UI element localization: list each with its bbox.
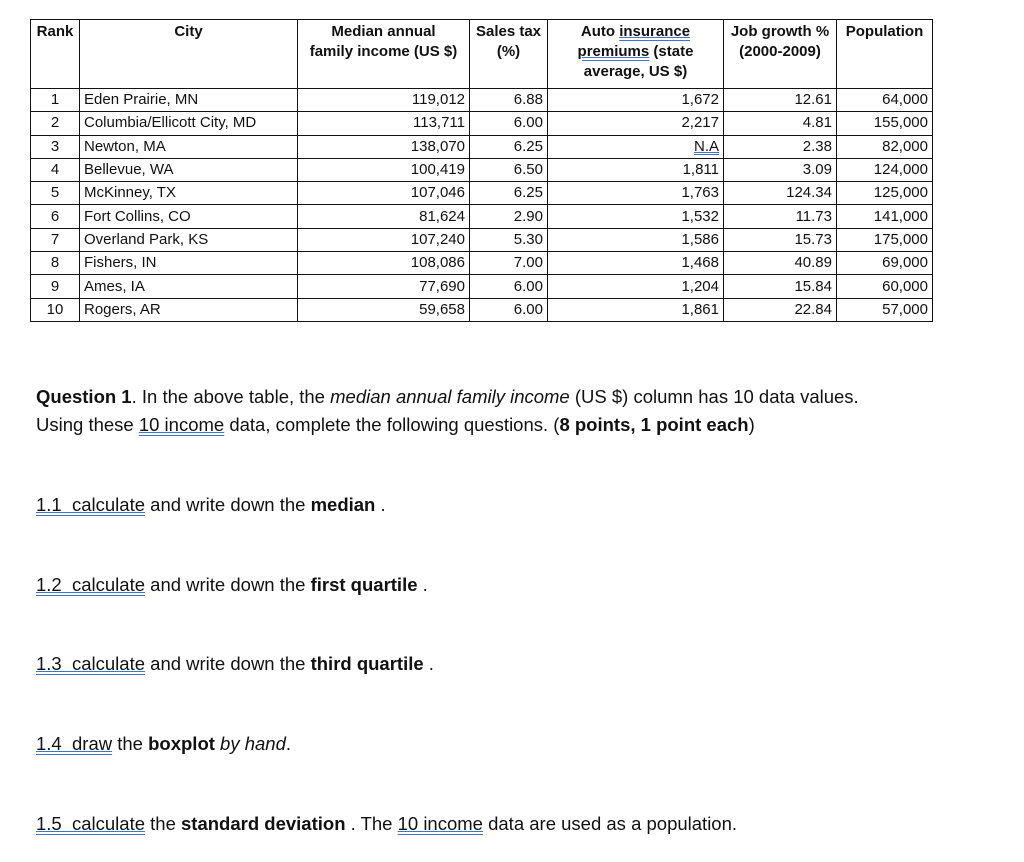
cell-income: 100,419: [298, 158, 470, 181]
cell-income: 138,070: [298, 135, 470, 158]
cell-job-growth: 15.84: [724, 275, 837, 298]
cell-insurance: 1,811: [548, 158, 724, 181]
cell-insurance: 1,204: [548, 275, 724, 298]
item-1-4-keyword: boxplot: [148, 733, 215, 754]
cell-job-growth: 22.84: [724, 298, 837, 321]
cell-city: Bellevue, WA: [80, 158, 298, 181]
cell-insurance: 2,217: [548, 112, 724, 135]
item-1-3: [36, 650, 434, 678]
cell-sales-tax: 6.00: [470, 112, 548, 135]
cell-sales-tax: 6.25: [470, 135, 548, 158]
question-text: (US $) column has 10 data values.: [569, 386, 859, 407]
cell-population: 60,000: [837, 275, 933, 298]
item-text: .: [417, 574, 428, 595]
cell-population: 69,000: [837, 252, 933, 275]
table-row: [31, 89, 933, 112]
city-data-table: [30, 19, 933, 322]
header-insurance-part1: Auto: [580, 23, 620, 40]
question-text: Using these: [36, 414, 139, 435]
item-1-1: [36, 491, 386, 519]
item-text: the: [112, 733, 149, 754]
cell-population: 175,000: [837, 228, 933, 251]
spellcheck-phrase-10-income[interactable]: 10 income: [138, 414, 225, 435]
table-row: [31, 182, 933, 205]
item-text: and write down the: [145, 653, 311, 674]
cell-insurance: [548, 135, 724, 158]
spellcheck-word-insurance[interactable]: insurance: [619, 23, 691, 40]
cell-city: Columbia/Ellicott City, MD: [80, 112, 298, 135]
cell-sales-tax: 6.88: [470, 89, 548, 112]
cell-income: 107,046: [298, 182, 470, 205]
cell-population: 124,000: [837, 158, 933, 181]
cell-sales-tax: 6.00: [470, 275, 548, 298]
item-1-2: [36, 571, 428, 599]
header-income-line1: Median annual: [331, 23, 436, 40]
cell-insurance: 1,672: [548, 89, 724, 112]
cell-city: McKinney, TX: [80, 182, 298, 205]
item-1-5-keyword: standard deviation: [181, 813, 346, 834]
item-text: .: [423, 653, 434, 674]
cell-city: Ames, IA: [80, 275, 298, 298]
item-1-3-verb[interactable]: 1.3 calculate: [36, 653, 146, 674]
cell-population: 82,000: [837, 135, 933, 158]
cell-sales-tax: 2.90: [470, 205, 548, 228]
cell-rank: 10: [31, 298, 80, 321]
cell-rank: 8: [31, 252, 80, 275]
item-1-1-verb[interactable]: 1.1 calculate: [36, 494, 146, 515]
table-row: [31, 275, 933, 298]
cell-sales-tax: 6.00: [470, 298, 548, 321]
cell-rank: 6: [31, 205, 80, 228]
cell-job-growth: 3.09: [724, 158, 837, 181]
header-city: City: [80, 20, 298, 89]
question-text: ): [748, 414, 755, 435]
item-text: the: [145, 813, 182, 834]
cell-population: 155,000: [837, 112, 933, 135]
item-1-1-keyword: median: [310, 494, 376, 515]
question-title: Question 1: [36, 386, 132, 407]
item-text: and write down the: [145, 494, 311, 515]
cell-income: 108,086: [298, 252, 470, 275]
cell-insurance: 1,763: [548, 182, 724, 205]
header-insurance-part2: (state: [649, 43, 694, 60]
question-line-2: [36, 411, 755, 439]
header-sales-tax-line2: (%): [496, 43, 521, 60]
cell-insurance: 1,861: [548, 298, 724, 321]
cell-income: 81,624: [298, 205, 470, 228]
table-row: [31, 205, 933, 228]
header-insurance-part3: average, US $): [583, 63, 688, 80]
spellcheck-word-na[interactable]: N.A: [693, 137, 719, 155]
cell-job-growth: 2.38: [724, 135, 837, 158]
question-points: 8 points, 1 point each: [559, 414, 749, 435]
cell-population: 125,000: [837, 182, 933, 205]
cell-rank: 5: [31, 182, 80, 205]
cell-city: Rogers, AR: [80, 298, 298, 321]
item-1-2-keyword: first quartile: [310, 574, 418, 595]
item-text: data are used as a population.: [482, 813, 738, 834]
header-income-line2: family income (US $): [309, 43, 458, 60]
cell-insurance: 1,586: [548, 228, 724, 251]
header-income: [298, 20, 470, 89]
question-text: . In the above table, the: [131, 386, 331, 407]
cell-job-growth: 40.89: [724, 252, 837, 275]
header-job-growth: [724, 20, 837, 89]
table-row: [31, 158, 933, 181]
cell-rank: 1: [31, 89, 80, 112]
item-1-5-verb[interactable]: 1.5 calculate: [36, 813, 146, 834]
table-row: [31, 298, 933, 321]
cell-insurance: 1,532: [548, 205, 724, 228]
table-row: [31, 228, 933, 251]
cell-city: Overland Park, KS: [80, 228, 298, 251]
cell-job-growth: 4.81: [724, 112, 837, 135]
cell-city: Newton, MA: [80, 135, 298, 158]
cell-job-growth: 12.61: [724, 89, 837, 112]
item-1-2-verb[interactable]: 1.2 calculate: [36, 574, 146, 595]
cell-city: Fort Collins, CO: [80, 205, 298, 228]
header-sales-tax-line1: Sales tax: [475, 23, 542, 40]
spellcheck-phrase-10-income[interactable]: 10 income: [397, 813, 483, 834]
cell-income: 113,711: [298, 112, 470, 135]
table-row: [31, 135, 933, 158]
cell-sales-tax: 6.25: [470, 182, 548, 205]
header-job-growth-line1: Job growth %: [730, 23, 830, 40]
cell-population: 141,000: [837, 205, 933, 228]
question-text: data, complete the following questions. (: [224, 414, 560, 435]
cell-sales-tax: 6.50: [470, 158, 548, 181]
cell-job-growth: 124.34: [724, 182, 837, 205]
cell-rank: 4: [31, 158, 80, 181]
item-1-5: [36, 810, 737, 838]
cell-rank: 9: [31, 275, 80, 298]
item-1-3-keyword: third quartile: [310, 653, 424, 674]
header-sales-tax: [470, 20, 548, 89]
cell-income: 77,690: [298, 275, 470, 298]
cell-rank: 3: [31, 135, 80, 158]
header-rank: Rank: [31, 20, 80, 89]
item-1-4-verb[interactable]: 1.4 draw: [36, 733, 113, 754]
cell-population: 64,000: [837, 89, 933, 112]
item-text: . The: [345, 813, 398, 834]
cell-income: 119,012: [298, 89, 470, 112]
cell-rank: 2: [31, 112, 80, 135]
table-row: [31, 252, 933, 275]
item-text: .: [285, 733, 292, 754]
item-text: and write down the: [145, 574, 311, 595]
cell-city: Eden Prairie, MN: [80, 89, 298, 112]
cell-job-growth: 11.73: [724, 205, 837, 228]
cell-city: Fishers, IN: [80, 252, 298, 275]
question-italic-phrase: median annual family income: [330, 386, 570, 407]
header-population: Population: [837, 20, 933, 89]
cell-rank: 7: [31, 228, 80, 251]
cell-insurance: 1,468: [548, 252, 724, 275]
cell-population: 57,000: [837, 298, 933, 321]
item-text: .: [375, 494, 386, 515]
spellcheck-word-premiums[interactable]: premiums: [577, 43, 650, 60]
cell-sales-tax: 7.00: [470, 252, 548, 275]
header-job-growth-line2: (2000-2009): [739, 43, 821, 60]
table-row: [31, 112, 933, 135]
header-insurance: [548, 20, 724, 89]
item-1-4: [36, 730, 291, 758]
cell-sales-tax: 5.30: [470, 228, 548, 251]
question-line-1: [36, 383, 859, 411]
item-1-4-italic: by hand: [214, 733, 286, 754]
cell-income: 59,658: [298, 298, 470, 321]
cell-income: 107,240: [298, 228, 470, 251]
table-header-row: [31, 20, 933, 89]
cell-job-growth: 15.73: [724, 228, 837, 251]
